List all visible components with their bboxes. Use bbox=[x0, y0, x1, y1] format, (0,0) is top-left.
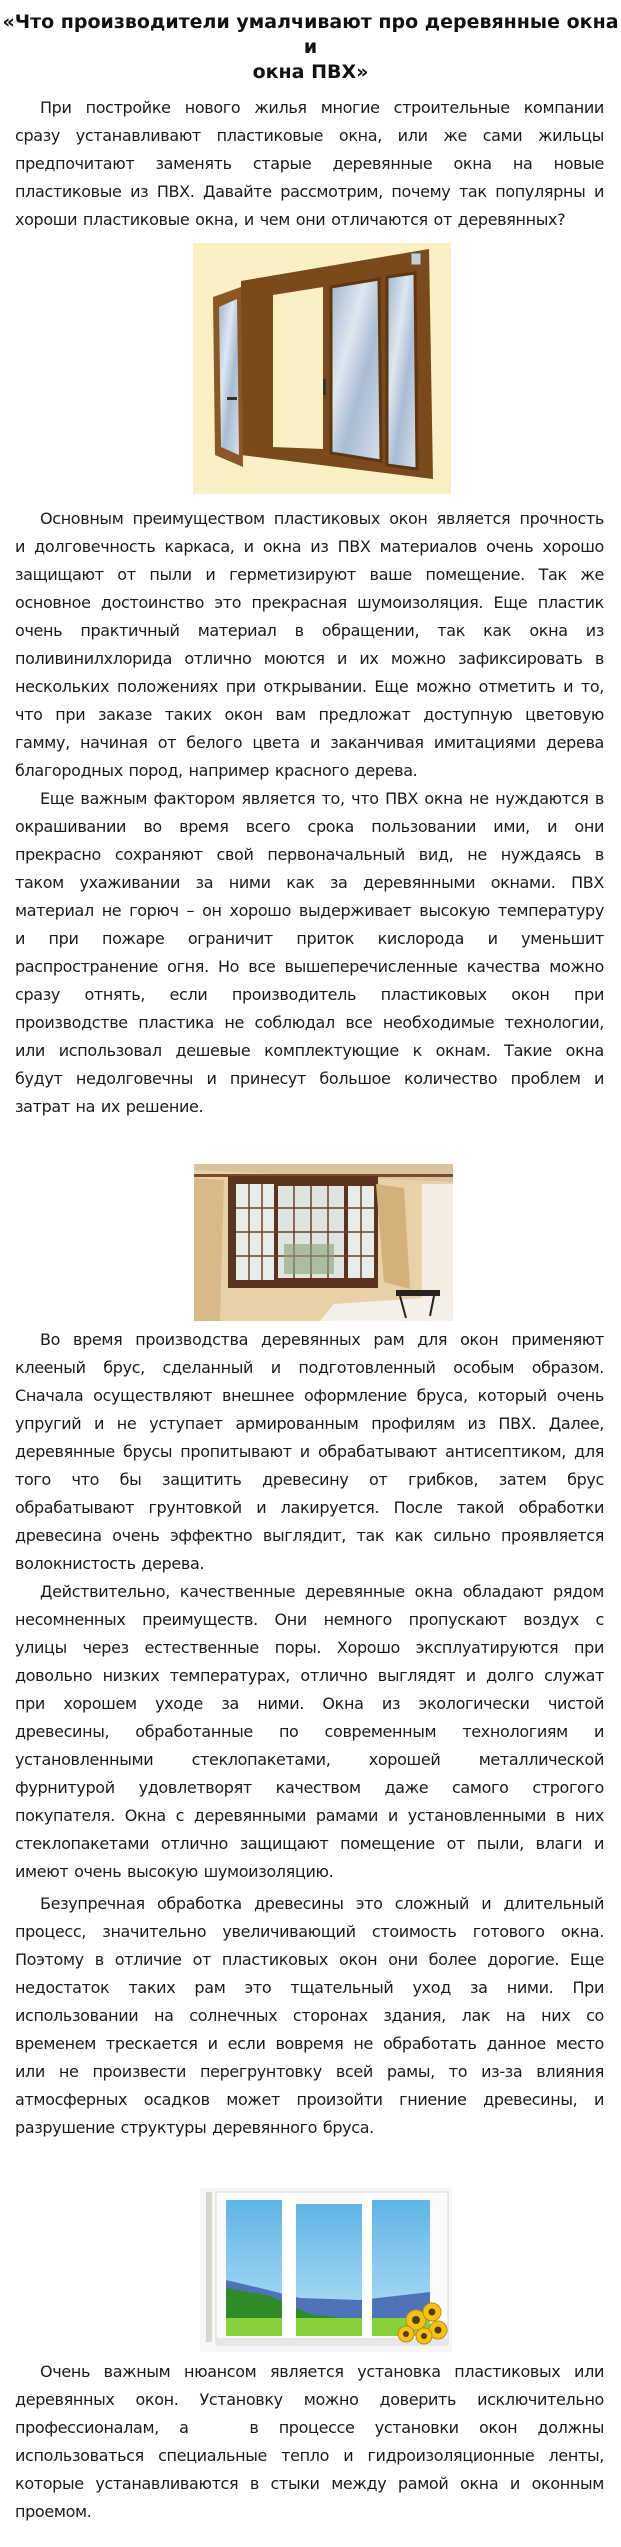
title-line: окна ПВХ» bbox=[252, 61, 369, 83]
text-line: основное достоинство это прекрасная шумоизоляция. Еще пластик bbox=[15, 593, 604, 612]
page-title bbox=[0, 10, 621, 85]
text-line: и при пожаре ограничит приток кислорода и уменьшит bbox=[15, 929, 604, 948]
text-line: благородных пород, например красного дерева. bbox=[15, 761, 418, 780]
title-line: «Что производители умалчивают про деревянные окна и bbox=[2, 11, 619, 58]
text-line: Действительно, качественные деревянные окна обладают рядом bbox=[40, 1582, 604, 1601]
text-line: использовании на солнечных сторонах здания, лак на них со bbox=[15, 2006, 604, 2025]
text-line: таком ухаживании за ними как за деревянными окнами. ПВХ bbox=[15, 873, 604, 892]
text-line: волокнистость дерева. bbox=[15, 1554, 205, 1573]
text-line: деревянных окон. Установку можно доверить исключительно bbox=[15, 2390, 604, 2409]
text-line: производстве пластика не соблюдал все необходимые технологии, bbox=[15, 1013, 604, 1032]
text-line: упругий и не уступает армированным профилям из ПВХ. Далее, bbox=[15, 1414, 604, 1433]
wooden-window-image bbox=[193, 243, 451, 494]
text-line: и долговечность каркаса, и окна из ПВХ материалов очень хорошо bbox=[15, 537, 604, 556]
text-line: материал не горюч – он хорошо выдерживает высокую температуру bbox=[15, 901, 604, 920]
text-line: профессионалам, а в процессе установки окон должны bbox=[15, 2418, 604, 2437]
text-line: древесина очень эффектно выглядит, так как сильно проявляется bbox=[15, 1526, 604, 1545]
text-line: стеклопакетами отлично защищают помещение от пыли, влаги и bbox=[15, 1834, 604, 1853]
paragraph-intro bbox=[15, 94, 604, 234]
text-line: поливинилхлорида отлично моются и их можно зафиксировать в bbox=[15, 649, 604, 668]
paragraph-installation bbox=[15, 2358, 604, 2526]
text-line: Поэтому в отличие от пластиковых окон они более дорогие. Еще bbox=[15, 1950, 604, 1969]
paragraph-wood-drawbacks bbox=[15, 1890, 604, 2142]
text-line: распространение огня. Но все вышеперечисленные качества можно bbox=[15, 957, 604, 976]
text-line: процесс, значительно увеличивающий стоимость готового окна. bbox=[15, 1922, 604, 1941]
text-line: несомненных преимуществ. Они немного пропускают воздух с bbox=[15, 1610, 604, 1629]
text-line: При постройке нового жилья многие строительные компании bbox=[40, 98, 604, 117]
paragraph-wood-production bbox=[15, 1326, 604, 1578]
text-line: прекрасно сохраняют свой первоначальный вид, не нуждаясь в bbox=[15, 845, 604, 864]
text-line: при хорошем уходе за ними. Окна из экологически чистой bbox=[15, 1694, 604, 1713]
text-line: предпочитают заменять старые деревянные окна на новые bbox=[15, 154, 604, 173]
text-line: проемом. bbox=[15, 2502, 92, 2521]
text-line: фурнитурой удовлетворят качеством даже самого строгого bbox=[15, 1778, 604, 1797]
text-line: гамму, начиная от белого цвета и заканчивая имитациями дерева bbox=[15, 733, 604, 752]
text-line: Очень важным нюансом является установка пластиковых или bbox=[40, 2362, 604, 2381]
text-line: окрашивании во время всего срока пользовании ими, и они bbox=[15, 817, 604, 836]
text-line: деревянные брусы пропитывают и обрабатывают антисептиком, для bbox=[15, 1442, 604, 1461]
text-line: покупателя. Окна с деревянными рамами и установленными в них bbox=[15, 1806, 604, 1825]
text-line: установленными стеклопакетами, хорошей металлической bbox=[15, 1750, 604, 1769]
text-line: Сначала осуществляют внешнее оформление бруса, который очень bbox=[15, 1386, 604, 1405]
text-line: Во время производства деревянных рам для окон применяют bbox=[40, 1330, 604, 1349]
text-line: очень практичный материал в обращении, так как окна из bbox=[15, 621, 604, 640]
text-line: нескольких положениях при открывании. Еще можно отметить и то, bbox=[15, 677, 604, 696]
text-line: использоваться специальные тепло и гидроизоляционные ленты, bbox=[15, 2446, 604, 2465]
text-line: древесины, обработанные по современным технологиям и bbox=[15, 1722, 604, 1741]
text-line: затрат на их решение. bbox=[15, 1097, 204, 1116]
text-line: Безупречная обработка древесины это сложный и длительный bbox=[40, 1894, 604, 1913]
text-line: хороши пластиковые окна, и чем они отличаются от деревянных? bbox=[15, 210, 566, 229]
text-line: или не произвести перегрунтовку всей рамы, то из-за влияния bbox=[15, 2062, 604, 2081]
text-line: защищают от пыли и герметизируют ваше помещение. Так же bbox=[15, 565, 604, 584]
paragraph-wood-advantages bbox=[15, 1578, 604, 1886]
text-line: разрушение структуры деревянного бруса. bbox=[15, 2118, 374, 2137]
text-line: того что бы защитить древесину от грибков, затем брус bbox=[15, 1470, 604, 1489]
text-line: пластиковые из ПВХ. Давайте рассмотрим, почему так популярны и bbox=[15, 182, 604, 201]
text-line: временем трескается и если вовремя не обработать данное место bbox=[15, 2034, 604, 2053]
text-line: сразу устанавливают пластиковые окна, или же сами жильцы bbox=[15, 126, 604, 145]
paragraph-pvc-maintenance bbox=[15, 785, 604, 1121]
text-line: что при заказе таких окон вам предложат доступную цветовую bbox=[15, 705, 604, 724]
text-line: имеют очень высокую шумоизоляцию. bbox=[15, 1862, 334, 1881]
bedroom-window-image bbox=[194, 1164, 453, 1321]
text-line: атмосферных осадков может произойти гниение древесины, и bbox=[15, 2090, 604, 2109]
text-line: или использовал дешевые комплектующие к окнам. Такие окна bbox=[15, 1041, 604, 1060]
text-line: обрабатывают грунтовкой и лакируется. После такой обработки bbox=[15, 1498, 604, 1517]
text-line: будут недолговечны и принесут большое количество проблем и bbox=[15, 1069, 604, 1088]
pvc-window-image bbox=[200, 2188, 452, 2352]
text-line: Еще важным фактором является то, что ПВХ окна не нуждаются в bbox=[40, 789, 604, 808]
text-line: довольно низких температурах, отлично выглядят и долго служат bbox=[15, 1666, 604, 1685]
text-line: недостаток таких рам это тщательный уход за ними. При bbox=[15, 1978, 604, 1997]
text-line: улицы через естественные поры. Хорошо эксплуатируются при bbox=[15, 1638, 604, 1657]
text-line: сразу отнять, если производитель пластиковых окон при bbox=[15, 985, 604, 1004]
paragraph-pvc-advantages bbox=[15, 505, 604, 785]
text-line: которые устанавливаются в стыки между рамой окна и оконным bbox=[15, 2474, 604, 2493]
text-line: клееный брус, сделанный и подготовленный особым образом. bbox=[15, 1358, 604, 1377]
text-line: Основным преимуществом пластиковых окон является прочность bbox=[40, 509, 604, 528]
